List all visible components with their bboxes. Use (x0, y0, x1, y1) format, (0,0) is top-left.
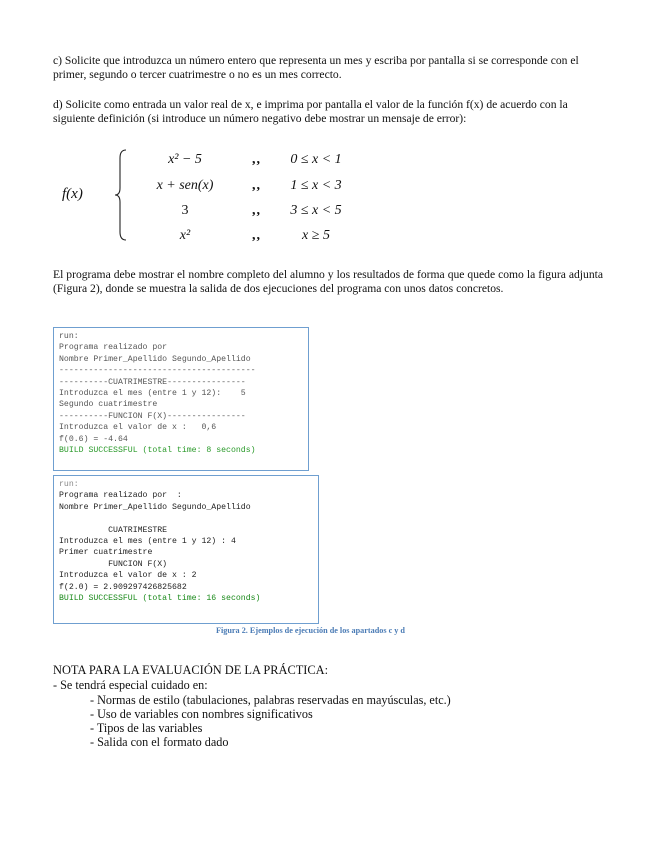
paragraph-d: d) Solicite como entrada un valor real de x, e imprima por pantalla el valor de la función f(x) de acuerdo con la siguiente definición (si introduce un número negativo debe mostrar un mensaje de error): (53, 98, 568, 125)
console-build-status: BUILD SUCCESSFUL (total time: 8 seconds) (59, 445, 256, 455)
console-line: FUNCION F(X) (59, 559, 168, 569)
console-line: Nombre Primer_Apellido Segundo_Apellido (59, 354, 251, 364)
console-line: Nombre Primer_Apellido Segundo_Apellido (59, 502, 251, 512)
console-output-1 (53, 327, 309, 471)
case-sep-4: ,, (252, 228, 261, 243)
paragraph-c: c) Solicite que introduzca un número entero que representa un mes y escriba por pantalla si se corresponde con el primer, segundo o tercer cuatrimestre o no es un mes correcto. (53, 54, 579, 81)
case-sep-2: ,, (252, 178, 261, 193)
list-item: - Normas de estilo (tabulaciones, palabras reservadas en mayúsculas, etc.) (90, 693, 451, 707)
console-line: f(0.6) = -4.64 (59, 434, 128, 444)
piecewise-formula (62, 148, 362, 248)
case-expr-1: x² − 5 (168, 152, 202, 167)
nota-title: NOTA PARA LA EVALUACIÓN DE LA PRÁCTICA: (53, 663, 329, 677)
console-line: f(2.0) = 2.909297426825682 (59, 582, 187, 592)
console-line: run: (59, 480, 79, 489)
console-line: Introduzca el valor de x : 2 (59, 571, 197, 581)
case-expr-4: x² (179, 228, 191, 243)
console-line (59, 513, 318, 524)
list-item: - Uso de variables con nombres significativos (90, 707, 313, 721)
console-line: Introduzca el mes (entre 1 y 12): 5 (59, 388, 246, 398)
console-line: ----------CUATRIMESTRE---------------- (59, 377, 246, 387)
figure-caption: Figura 2. Ejemplos de ejecución de los apartados c y d (216, 626, 405, 635)
console-line: Programa realizado por : (59, 491, 182, 501)
case-expr-3: 3 (181, 203, 189, 218)
console-line: Primer cuatrimestre (59, 548, 153, 558)
console-line: run: (59, 332, 79, 341)
case-cond-4: x ≥ 5 (302, 228, 330, 243)
nota-intro: - Se tendrá especial cuidado en: (53, 678, 208, 692)
console-line: ----------FUNCION F(X)---------------- (59, 411, 246, 421)
console-line: CUATRIMESTRE (59, 525, 168, 535)
left-brace-icon (114, 148, 128, 242)
case-expr-2: x + sen(x) (156, 178, 214, 193)
function-name: f(x) (62, 186, 83, 202)
console-line: Introduzca el valor de x : 0,6 (59, 423, 217, 433)
list-item: - Tipos de las variables (90, 721, 203, 735)
case-sep-3: ,, (252, 203, 261, 218)
console-line: Segundo cuatrimestre (59, 400, 158, 410)
paragraph-program: El programa debe mostrar el nombre completo del alumno y los resultados de forma que quede como la figura adjunta (Figura 2), donde se muestra la salida de dos ejecuciones del programa con unos datos concretos. (53, 268, 603, 295)
console-build-status: BUILD SUCCESSFUL (total time: 16 seconds) (59, 593, 261, 603)
console-line: Programa realizado por (59, 343, 168, 353)
console-output-2 (53, 475, 319, 624)
case-cond-3: 3 ≤ x < 5 (290, 203, 342, 218)
console-line: ---------------------------------------- (59, 366, 256, 376)
case-cond-2: 1 ≤ x < 3 (290, 178, 342, 193)
console-line: Introduzca el mes (entre 1 y 12) : 4 (59, 536, 236, 546)
case-sep-1: ,, (252, 152, 261, 167)
list-item: - Salida con el formato dado (90, 735, 229, 749)
case-cond-1: 0 ≤ x < 1 (290, 152, 342, 167)
